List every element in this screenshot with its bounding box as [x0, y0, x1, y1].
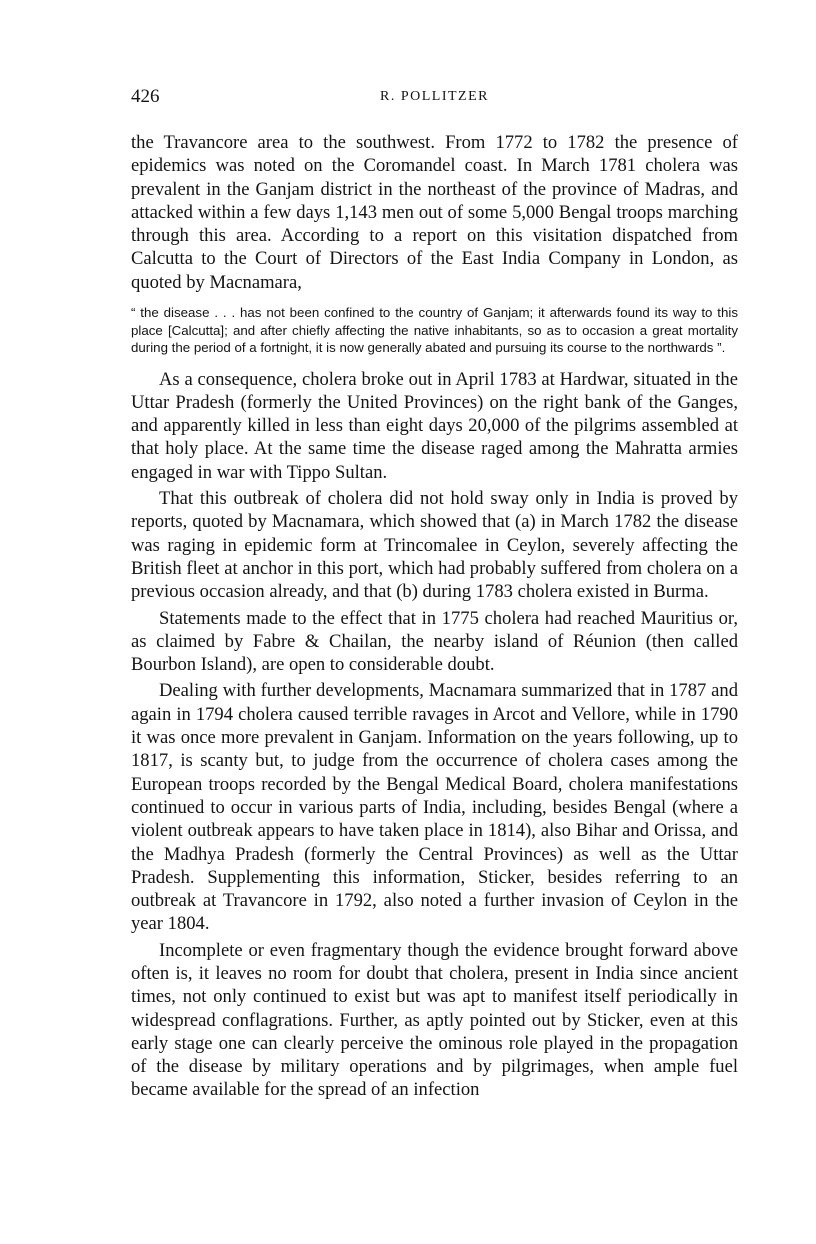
- paragraph-6: Incomplete or even fragmentary though the evidence brought forward above often is, it leaves no room for doubt that cholera, present in India since ancient times, not only continued to exist but was apt to manifest itself periodically in widespread conflagrations. Further, as aptly pointed out by Sticker, even at this early stage one can clearly perceive the ominous role played in the propagation of the disease by military operations and by pilgrimages, when ample fuel became available for the spread of an infection: [131, 939, 738, 1101]
- paragraph-1: the Travancore area to the southwest. From 1772 to 1782 the presence of epidemics was noted on the Coromandel coast. In March 1781 cholera was prevalent in the Ganjam district in the northeast of the province of Madras, and attacked within a few days 1,143 men out of some 5,000 Bengal troops marching through this area. According to a report on this visitation dispatched from Calcutta to the Court of Directors of the East India Company in London, as quoted by Macnamara,: [131, 132, 738, 293]
- page-number: 426: [131, 86, 160, 107]
- body-text: [131, 131, 738, 1102]
- paragraph-2: As a consequence, cholera broke out in April 1783 at Hardwar, situated in the Uttar Pradesh (formerly the United Provinces) on the right bank of the Ganges, and apparently killed in less than eight days 20,000 of the pilgrims assembled at that holy place. At the same time the disease raged among the Mahratta armies engaged in war with Tippo Sultan.: [131, 368, 738, 483]
- paragraph-3: That this outbreak of cholera did not hold sway only in India is proved by reports, quoted by Macnamara, which showed that (a) in March 1782 the disease was raging in epidemic form at Trincomalee in Ceylon, severely affecting the British fleet at anchor in this port, which had probably suffered from cholera on a previous occasion already, and that (b) during 1783 cholera existed in Burma.: [131, 488, 738, 603]
- block-quote: “ the disease . . . has not been confined to the country of Ganjam; it afterwards found its way to this place [Calcutta]; and after chiefly affecting the native inhabitants, so as to occasion a great mortality during the period of a fortnight, it is now generally abated and pursuing its course to the northwards ”.: [131, 305, 738, 356]
- paragraph-4: Statements made to the effect that in 1775 cholera had reached Mauritius or, as claimed by Fabre & Chailan, the nearby island of Réunion (then called Bourbon Island), are open to considerable doubt.: [131, 607, 738, 676]
- paragraph-5: Dealing with further developments, Macnamara summarized that in 1787 and again in 1794 cholera caused terrible ravages in Arcot and Vellore, while in 1790 it was once more prevalent in Ganjam. Information on the years following, up to 1817, is scanty but, to judge from the occurrence of cholera cases among the European troops recorded by the Bengal Medical Board, cholera manifestations continued to occur in various parts of India, including, besides Bengal (where a violent outbreak appears to have taken place in 1814), also Bihar and Orissa, and the Madhya Pradesh (formerly the Central Provinces) as well as the Uttar Pradesh. Supplementing this information, Sticker, besides referring to an outbreak at Travancore in 1792, also noted a further invasion of Ceylon in the year 1804.: [131, 680, 738, 935]
- running-head: R. POLLITZER: [380, 89, 489, 104]
- page-header: [131, 86, 738, 110]
